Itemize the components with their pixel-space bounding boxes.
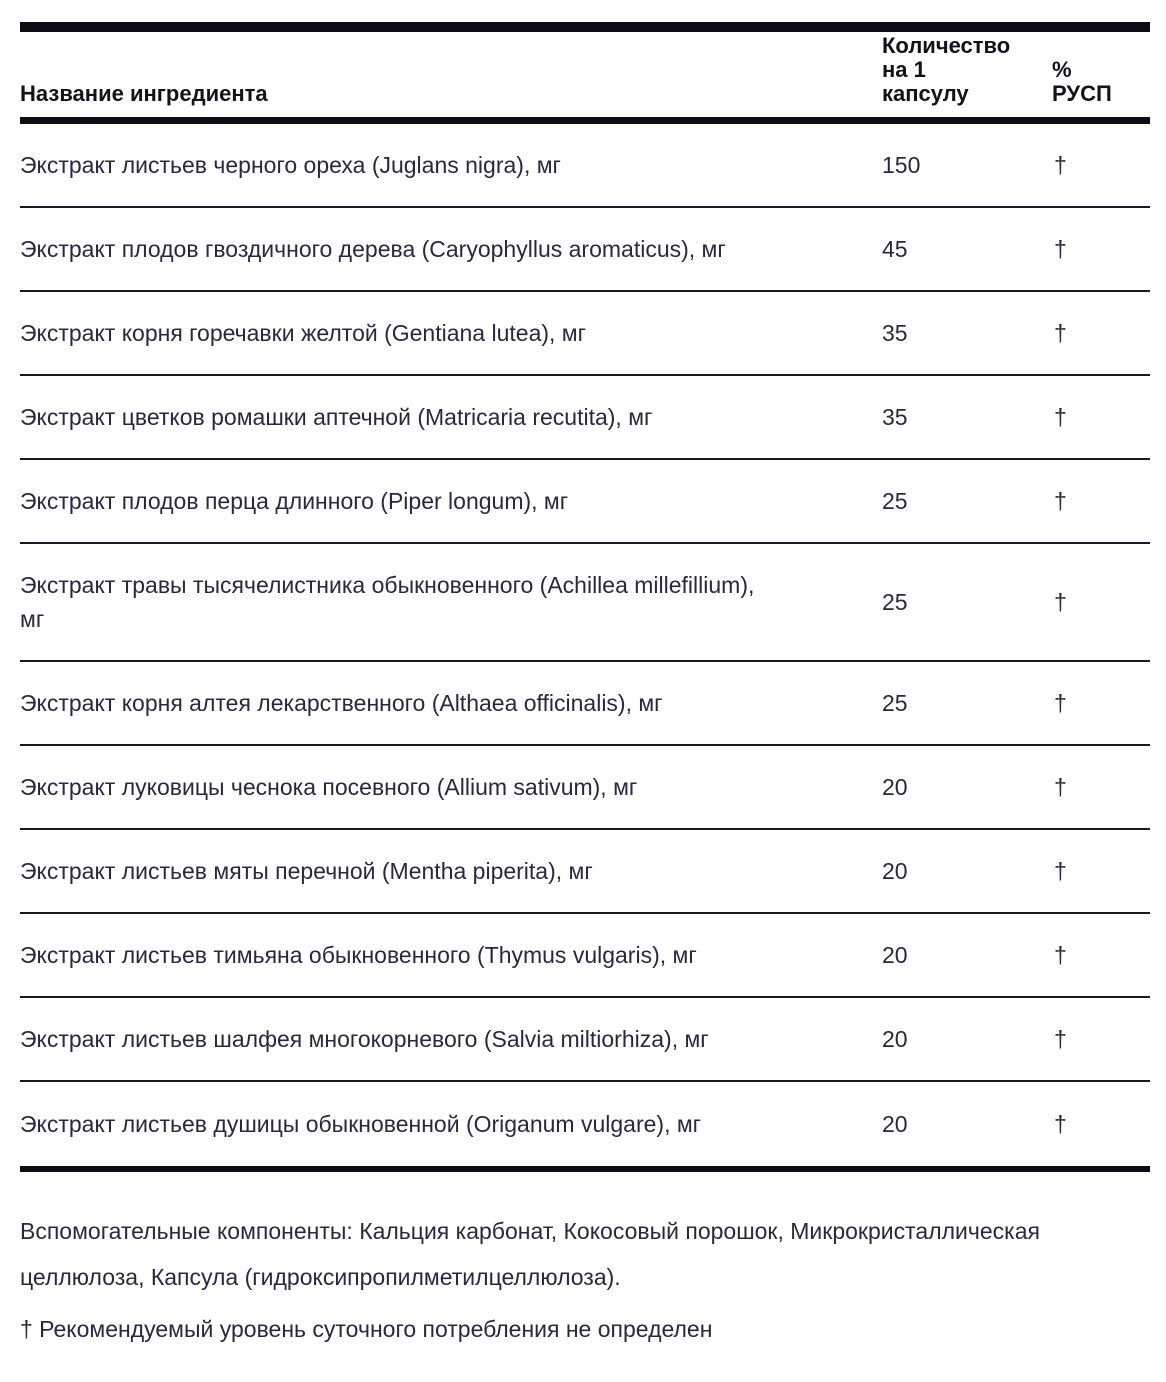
supplement-facts-table [20, 22, 1150, 1172]
notes [20, 1208, 1140, 1346]
ingredient-name: Экстракт листьев черного ореха (Juglans nigra), мг [20, 152, 561, 178]
ingredient-amount: 25 [882, 488, 908, 514]
ingredient-amount: 20 [882, 1111, 908, 1137]
table-row [20, 662, 1150, 746]
ingredient-name: Экстракт корня горечавки желтой (Gentiana lutea), мг [20, 320, 587, 346]
header-rule [20, 117, 1150, 124]
ingredient-amount: 45 [882, 236, 908, 262]
ingredient-daily-value: † [1054, 1026, 1067, 1052]
ingredient-amount: 20 [882, 942, 908, 968]
ingredient-daily-value: † [1054, 858, 1067, 884]
ingredient-daily-value: † [1054, 942, 1067, 968]
table-header [20, 32, 1150, 117]
ingredient-name: Экстракт корня алтея лекарственного (Althaea officinalis), мг [20, 690, 663, 716]
ingredient-name: Экстракт травы тысячелистника обыкновенного (Achillea millefillium), мг [20, 572, 755, 632]
ingredient-daily-value: † [1054, 152, 1067, 178]
table-row [20, 1082, 1150, 1166]
ingredient-daily-value: † [1054, 404, 1067, 430]
table-row [20, 292, 1150, 376]
ingredient-daily-value: † [1054, 589, 1067, 615]
footnote-text: † Рекомендуемый уровень суточного потребления не определен [20, 1316, 713, 1342]
bottom-rule [20, 1166, 1150, 1172]
ingredient-amount: 25 [882, 589, 908, 615]
table-row [20, 376, 1150, 460]
ingredient-daily-value: † [1054, 320, 1067, 346]
ingredient-amount: 20 [882, 858, 908, 884]
ingredient-amount: 20 [882, 1026, 908, 1052]
ingredient-name: Экстракт плодов перца длинного (Piper longum), мг [20, 488, 569, 514]
ingredient-amount: 35 [882, 404, 908, 430]
table-row [20, 124, 1150, 208]
table-row [20, 746, 1150, 830]
table-row [20, 208, 1150, 292]
ingredient-daily-value: † [1054, 236, 1067, 262]
ingredient-amount: 25 [882, 690, 908, 716]
ingredient-daily-value: † [1054, 488, 1067, 514]
table-row [20, 544, 1150, 662]
table-row [20, 914, 1150, 998]
top-rule [20, 22, 1150, 32]
table-row [20, 830, 1150, 914]
ingredient-daily-value: † [1054, 690, 1067, 716]
ingredient-name: Экстракт луковицы чеснока посевного (Allium sativum), мг [20, 774, 638, 800]
excipients-text: Вспомогательные компоненты: Кальция карбонат, Кокосовый порошок, Микрокристаллическая целлюлоза, Капсула (гидроксипропилметилцеллюлоза). [20, 1218, 1040, 1290]
ingredient-amount: 20 [882, 774, 908, 800]
ingredient-name: Экстракт цветков ромашки аптечной (Matricaria recutita), мг [20, 404, 653, 430]
ingredient-name: Экстракт листьев мяты перечной (Mentha piperita), мг [20, 858, 593, 884]
ingredient-name: Экстракт листьев душицы обыкновенной (Origanum vulgare), мг [20, 1111, 702, 1137]
ingredient-amount: 35 [882, 320, 908, 346]
ingredient-name: Экстракт листьев шалфея многокорневого (Salvia miltiorhiza), мг [20, 1026, 709, 1052]
ingredient-daily-value: † [1054, 1111, 1067, 1137]
ingredient-amount: 150 [882, 152, 921, 178]
header-amount-per-capsule: Количество на 1 капсулу [882, 33, 1011, 106]
ingredient-daily-value: † [1054, 774, 1067, 800]
table-row [20, 998, 1150, 1082]
header-ingredient-name: Название ингредиента [20, 81, 268, 106]
table-row [20, 460, 1150, 544]
ingredient-name: Экстракт листьев тимьяна обыкновенного (Thymus vulgaris), мг [20, 942, 697, 968]
header-daily-value: % РУСП [1052, 57, 1112, 106]
ingredient-name: Экстракт плодов гвоздичного дерева (Caryophyllus aromaticus), мг [20, 236, 726, 262]
